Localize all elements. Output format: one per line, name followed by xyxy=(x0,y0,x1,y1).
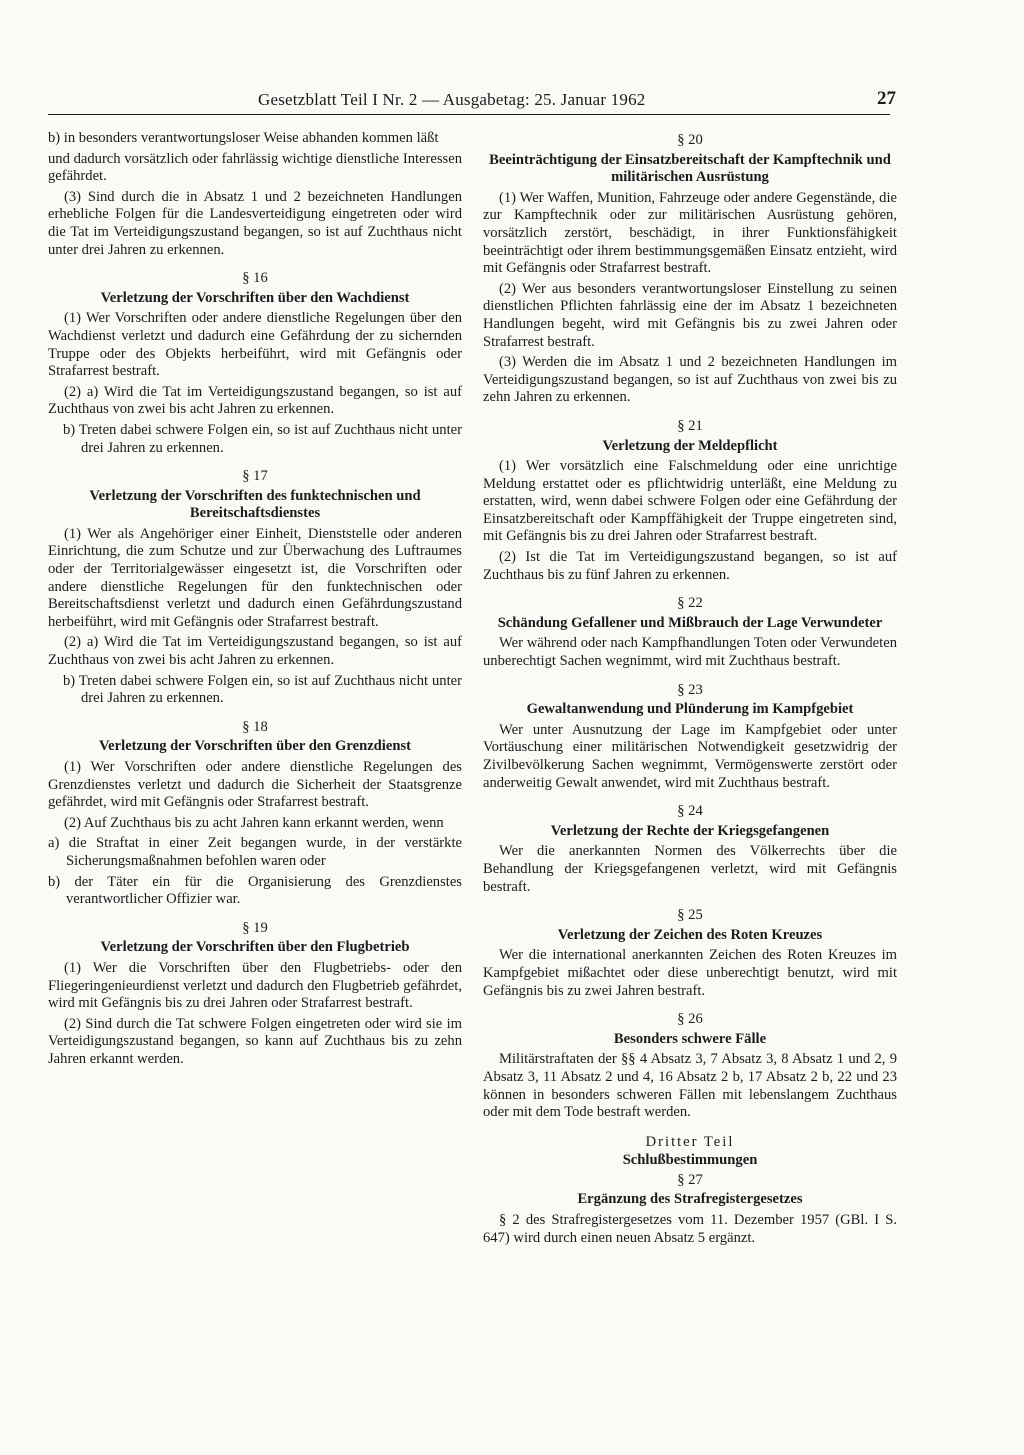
section-27-para-1: § 2 des Strafregistergesetzes vom 11. Dezember 1957 (GBl. I S. 647) wird durch einen neuen Absatz 5 ergänzt. xyxy=(483,1212,897,1246)
right-column xyxy=(483,130,897,1250)
section-21-number: § 21 xyxy=(677,417,703,434)
section-26-number: § 26 xyxy=(677,1011,703,1028)
section-21-para-1: (1) Wer vorsätzlich eine Falschmeldung oder eine unrichtige Meldung erstattet oder es pflichtwidrig unterläßt, eine Meldung zu erstatten, wird, wenn dabei schwere Folgen oder eine Gefährdung der Einsatzbereitschaft oder Kampffähigkeit der Truppe eingetreten sind, mit Gefängnis bis zu drei Jahren oder Strafarrest bestraft. xyxy=(483,458,897,545)
left-column xyxy=(48,130,462,1072)
paragraph-15-3: (3) Sind durch die in Absatz 1 und 2 bezeichneten Handlungen erhebliche Folgen für die Landesverteidigung eingetreten oder wird die Tat im Verteidigungszustand begangen, so ist auf Zuchthaus nicht unter drei Jahren zu erkennen. xyxy=(48,188,462,258)
section-27-number: § 27 xyxy=(677,1171,703,1188)
section-22-para-1: Wer während oder nach Kampfhandlungen Toten oder Verwundeten unberechtigt Sachen wegnimmt, wird mit Zuchthaus bestraft. xyxy=(483,635,897,670)
section-16-title: Verletzung der Vorschriften über den Wachdienst xyxy=(100,289,410,306)
section-23-number: § 23 xyxy=(677,681,703,698)
section-16-para-2b: b) Treten dabei schwere Folgen ein, so ist auf Zuchthaus nicht unter drei Jahren zu erkennen. xyxy=(63,421,462,456)
section-20-para-1: (1) Wer Waffen, Munition, Fahrzeuge oder andere Gegenstände, die zur Kampftechnik oder zur militärischen Ausrüstung gehören, vorsätzlich zerstört, beschädigt, in ihrer Funktionsfähigkeit beeinträchtigt oder ihrem bestimmungsgemäßen Einsatz entzieht, wird mit Gefängnis oder Strafarrest bestraft. xyxy=(483,189,897,277)
section-24-number: § 24 xyxy=(677,803,703,820)
section-19-para-2: (2) Sind durch die Tat schwere Folgen eingetreten oder wird sie im Verteidigungszustand begangen, so kann auf Zuchthaus bis zu zehn Jahren erkannt werden. xyxy=(48,1015,462,1067)
section-27-title: Ergänzung des Strafregistergesetzes xyxy=(577,1191,803,1208)
section-16-para-2a: (2) a) Wird die Tat im Verteidigungszustand begangen, so ist auf Zuchthaus von zwei bis acht Jahren zu erkennen. xyxy=(48,383,462,418)
section-25-para-1: Wer die international anerkannten Zeichen des Roten Kreuzes im Kampfgebiet mißachtet oder diese unberechtigt benutzt, wird mit Gefängnis bis zu zwei Jahren bestraft. xyxy=(483,947,897,999)
section-25-number: § 25 xyxy=(677,907,703,924)
section-26-para-1: Militärstraftaten der §§ 4 Absatz 3, 7 Absatz 3, 8 Absatz 1 und 2, 9 Absatz 3, 11 Absatz 2 und 4, 16 Absatz 2 b, 17 Absatz 2 b, 22 und 23 können in besonders schweren Fällen mit lebenslangem Zuchthaus oder mit dem Tode bestraft werden. xyxy=(483,1051,897,1121)
section-20-para-3: (3) Werden die im Absatz 1 und 2 bezeichneten Handlungen im Verteidigungszustand begangen, so ist auf Zuchthaus von zwei bis zu zehn Jahren zu erkennen. xyxy=(483,354,897,406)
section-22-number: § 22 xyxy=(677,595,703,612)
section-21-title: Verletzung der Meldepflicht xyxy=(602,437,778,454)
section-19-number: § 19 xyxy=(242,919,268,936)
section-25-title: Verletzung der Zeichen des Roten Kreuzes xyxy=(557,926,823,943)
section-17-para-2b: b) Treten dabei schwere Folgen ein, so ist auf Zuchthaus nicht unter drei Jahren zu erkennen. xyxy=(63,672,462,707)
section-23-title: Gewaltanwendung und Plünderung im Kampfgebiet xyxy=(526,701,854,718)
section-19-title: Verletzung der Vorschriften über den Flugbetrieb xyxy=(100,939,410,956)
paragraph-15-2b: b) in besonders verantwortungsloser Weise abhanden kommen läßt xyxy=(48,130,439,146)
section-21-para-2: (2) Ist die Tat im Verteidigungszustand begangen, so ist auf Zuchthaus bis zu fünf Jahren zu erkennen. xyxy=(483,549,897,583)
section-17-para-1: (1) Wer als Angehöriger einer Einheit, Dienststelle oder anderen Einrichtung, die zum Schutze und zur Überwachung des Luftraumes oder der Territorialgewässer eingesetzt ist, die Vorschriften oder andere dienstliche Regelungen für den funktechnischen oder Bereitschaftsdienst verletzt und dadurch einen Gefährdungszustand herbeiführt, wird mit Gefängnis oder Strafarrest bestraft. xyxy=(48,525,462,630)
page-number: 27 xyxy=(877,88,896,109)
section-18-title: Verletzung der Vorschriften über den Grenzdienst xyxy=(98,738,411,755)
section-18-item-a: a) die Straftat in einer Zeit begangen wurde, in der verstärkte Sicherungsmaßnahmen befohlen waren oder xyxy=(48,835,462,869)
section-18-para-2: (2) Auf Zuchthaus bis zu acht Jahren kann erkannt werden, wenn xyxy=(64,814,444,831)
section-24-title: Verletzung der Rechte der Kriegsgefangenen xyxy=(550,822,830,839)
page-header xyxy=(48,88,896,115)
section-23-para-1: Wer unter Ausnutzung der Lage im Kampfgebiet oder unter Vortäuschung einer militärischen Notwendigkeit gesetzwidrig der Zivilbevölkerung Sachen wegnimmt, Vermögenswerte zerstört oder anderweitig Gewalt anwendet, wird mit Zuchthaus bestraft. xyxy=(483,721,897,791)
part-title: Dritter Teil xyxy=(645,1133,735,1150)
section-24-para-1: Wer die anerkannten Normen des Völkerrechts über die Behandlung der Kriegsgefangenen verletzt, wird mit Gefängnis bestraft. xyxy=(483,843,897,895)
section-17-para-2a: (2) a) Wird die Tat im Verteidigungszustand begangen, so ist auf Zuchthaus von zwei bis acht Jahren zu erkennen. xyxy=(48,634,462,669)
section-19-para-1: (1) Wer die Vorschriften über den Flugbetriebs- oder den Fliegeringenieurdienst verletzt und dadurch den Flugbetrieb gefährdet, wird mit Gefängnis bis zu drei Jahren oder Strafarrest bestraft. xyxy=(48,959,462,1012)
section-18-para-1: (1) Wer Vorschriften oder andere dienstliche Regelungen des Grenzdienstes verletzt und dadurch die Sicherheit der Staatsgrenze gefährdet, wird mit Gefängnis oder Strafarrest bestraft. xyxy=(48,759,462,811)
section-20-para-2: (2) Wer aus besonders verantwortungsloser Einstellung zu seinen dienstlichen Pflichten fahrlässig eine der im Absatz 1 bezeichneten Handlungen begeht, wird mit Gefängnis bis zu zwei Jahren oder Strafarrest bestraft. xyxy=(483,280,897,350)
section-16-para-1: (1) Wer Vorschriften oder andere dienstliche Regelungen über den Wachdienst verletzt und dadurch eine Gefährdung der zu sichernden Truppe oder des Objekts herbeiführt, wird mit Gefängnis oder Strafarrest bestraft. xyxy=(48,310,462,380)
section-22-title: Schändung Gefallener und Mißbrauch der Lage Verwundeter xyxy=(497,614,883,631)
section-20-title: Beeinträchtigung der Einsatzbereitschaft der Kampftechnik und militärischen Ausrüstung xyxy=(489,151,891,186)
section-17-title: Verletzung der Vorschriften des funktechnischen und Bereitschaftsdienstes xyxy=(89,487,421,522)
section-17-number: § 17 xyxy=(242,468,268,485)
section-20-number: § 20 xyxy=(677,132,703,148)
part-subtitle: Schlußbestimmungen xyxy=(622,1152,758,1169)
header-title: Gesetzblatt Teil I Nr. 2 — Ausgabetag: 25. Januar 1962 xyxy=(258,90,646,109)
section-18-number: § 18 xyxy=(242,718,268,735)
paragraph-15-2-cont: und dadurch vorsätzlich oder fahrlässig wichtige dienstliche Interessen gefährdet. xyxy=(48,150,462,185)
section-16-number: § 16 xyxy=(242,270,268,287)
section-26-title: Besonders schwere Fälle xyxy=(613,1030,767,1047)
section-18-item-b: b) der Täter ein für die Organisierung des Grenzdienstes verantwortlicher Offizier war. xyxy=(48,873,462,908)
